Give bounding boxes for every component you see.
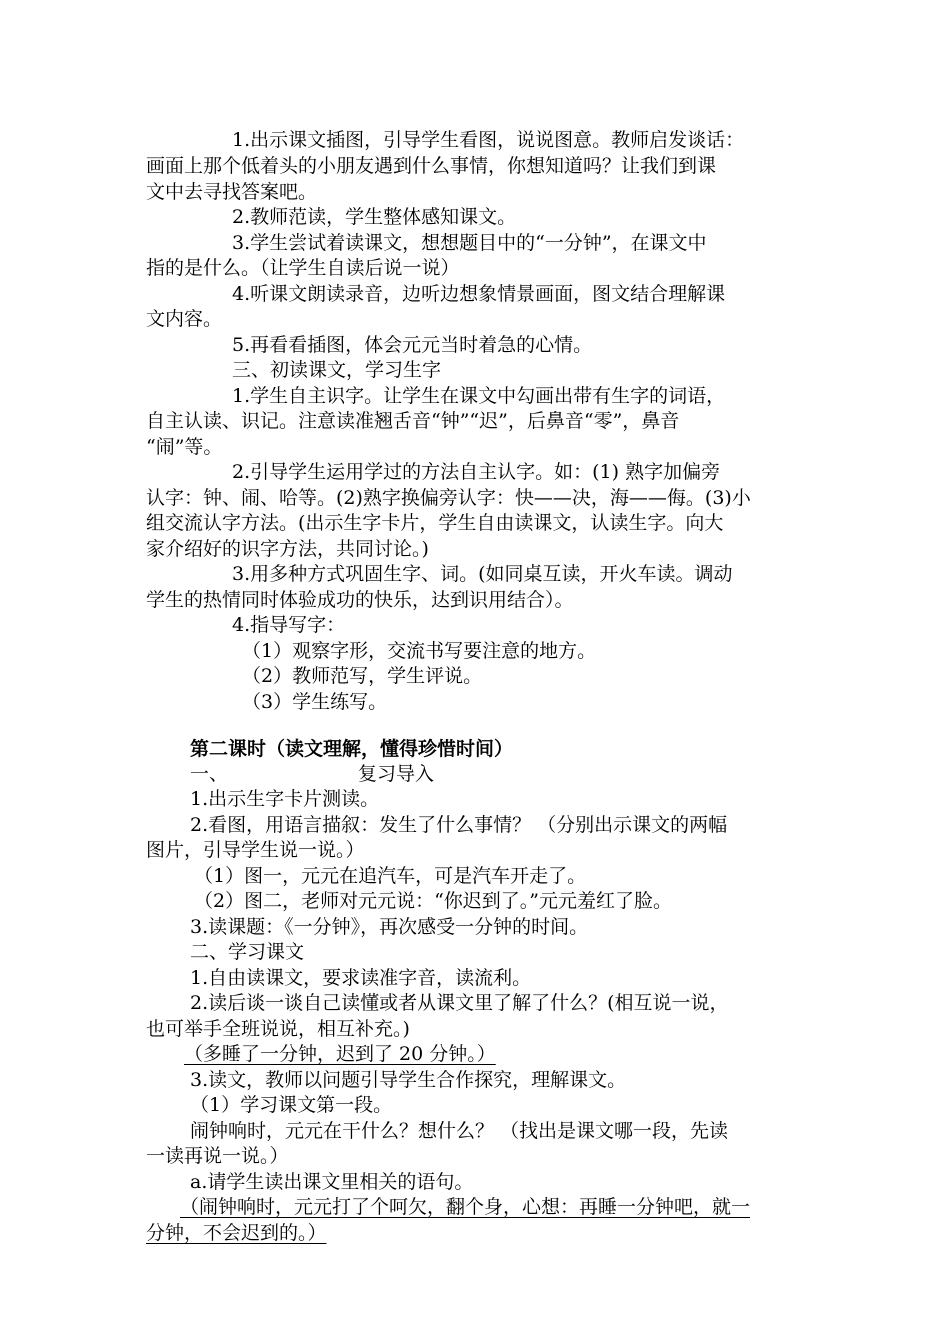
text-line: 文内容。: [146, 308, 223, 330]
text-line: 1.自由读课文，要求读准字音，读流利。: [190, 967, 532, 989]
text-line: 画面上那个低着头的小朋友遇到什么事情，你想知道吗？让我们到课: [146, 155, 717, 177]
list-item: （2）图二，老师对元元说：“你迟到了。”元元羞红了脸。: [194, 890, 673, 912]
text-line: 3.读文，教师以问题引导学生合作探究，理解课文。: [190, 1069, 627, 1091]
text-line: 2.读后谈一谈自己读懂或者从课文里了解了什么？(相互说一说，: [190, 992, 729, 1014]
text-line: 5.再看看插图，体会元元当时着急的心情。: [232, 334, 593, 356]
text-line: 4.听课文朗读录音，边听边想象情景画面，图文结合理解课: [232, 283, 726, 305]
list-item: （2）教师范写，学生评说。: [242, 665, 483, 687]
list-item: （1）图一，元元在追汽车，可是汽车开走了。: [194, 865, 587, 887]
text-line: 1.出示生字卡片测读。: [190, 788, 380, 810]
text-line: 2.看图，用语言描叙：发生了什么事情？ （分别出示课文的两幅: [190, 814, 728, 836]
text-line: 文中去寻找答案吧。: [146, 181, 318, 203]
text-line: 组交流认字方法。(出示生字卡片，学生自由读课文，认读生字。向大: [146, 512, 724, 534]
text-line: 也可举手全班说说，相互补充。): [146, 1018, 410, 1040]
text-line: 3.用多种方式巩固生字、词。(如同桌互读，开火车读。调动: [232, 563, 733, 585]
text-line: 自主认读、识记。注意读准翘舌音“钟”“迟”，后鼻音“零”，鼻音: [146, 410, 680, 432]
text-line: 1.出示课文插图，引导学生看图，说说图意。教师启发谈话：: [232, 129, 745, 151]
text-line: （1）学习课文第一段。: [190, 1094, 393, 1116]
text-line: 2.引导学生运用学过的方法自主认字。如：(1) 熟字加偏旁: [232, 461, 721, 483]
section-heading: 三、初读课文，学习生字: [232, 359, 442, 381]
text-line: 家介绍好的识字方法，共同讨论。): [146, 538, 429, 560]
text-line: “闹”等。: [146, 436, 223, 458]
underlined-quote: （闹钟响时，元元打了个呵欠，翻个身，心想：再睡一分钟吧，就一: [180, 1196, 751, 1218]
text-line: 3.学生尝试着读课文，想想题目中的“一分钟”，在课文中: [232, 232, 707, 254]
text-line: 认字：钟、闹、哈等。(2)熟字换偏旁认字：快——决，海——侮。(3)小: [146, 487, 751, 509]
text-line: 闹钟响时，元元在干什么？想什么？ （找出是课文哪一段，先读: [190, 1120, 729, 1142]
underlined-answer: （多睡了一分钟，迟到了 20 分钟。）: [184, 1043, 496, 1065]
text-line: 一读再说一说。）: [146, 1145, 289, 1167]
text-line: 1.学生自主识字。让学生在课文中勾画出带有生字的词语，: [232, 385, 726, 407]
list-item: （1）观察字形，交流书写要注意的地方。: [242, 640, 597, 662]
text-line: 3.读课题：《一分钟》，再次感受一分钟的时间。: [190, 916, 589, 938]
text-line: 图片，引导学生说一说。）: [146, 839, 365, 861]
text-line: 学生的热情同时体验成功的快乐，达到识用结合）。: [146, 589, 574, 611]
section-heading: 复习导入: [358, 763, 435, 785]
list-item: （3）学生练写。: [242, 691, 388, 713]
lesson-heading: 第二课时（读文理解，懂得珍惜时间）: [190, 738, 514, 760]
text-line: a.请学生读出课文里相关的语句。: [190, 1171, 474, 1193]
underlined-quote: 分钟，不会迟到的。）: [146, 1222, 327, 1244]
section-heading: 二、学习课文: [190, 941, 305, 963]
section-number: 一、: [190, 763, 229, 785]
text-line: 2.教师范读，学生整体感知课文。: [232, 206, 517, 228]
text-line: 4.指导写字：: [232, 614, 346, 636]
text-line: 指的是什么。（让学生自读后说一说）: [146, 257, 460, 279]
